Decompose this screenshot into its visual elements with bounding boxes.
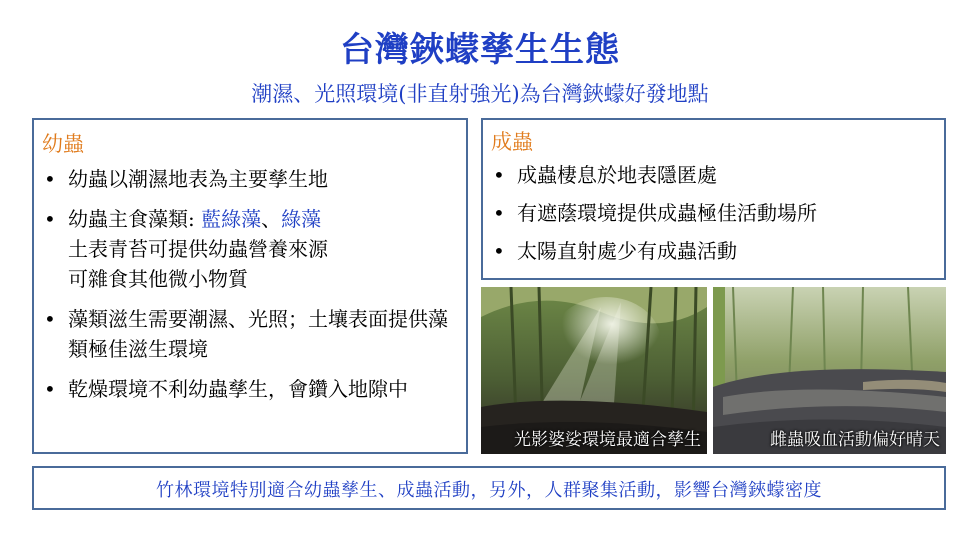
larva-bullet-3-text: 藻類滋生需要潮濕、光照；土壤表面提供藻類極佳滋生環境 [68,307,448,361]
bamboo-sunlight-photo [481,287,707,454]
adult-bullet-1 [491,160,939,190]
larva-alga-separator: 、 [261,207,282,231]
adult-bullet-3 [491,236,939,266]
page-subtitle: 潮濕、光照環境(非直射強光)為台灣鋏蠓好發地點 [251,82,709,106]
footer-text: 竹林環境特別適合幼蟲孳生、成蟲活動，另外，人群聚集活動，影響台灣鋏蠓密度 [156,480,822,501]
left-photo-caption: 光影婆娑環境最適合孳生 [514,430,701,450]
adult-bullet-3-text: 太陽直射處少有成蟲活動 [517,239,737,263]
larva-bullet-2-line2: 土表青苔可提供幼蟲營養來源 [68,237,328,261]
larva-heading: 幼蟲 [42,132,84,156]
footer-panel [32,466,946,510]
larva-bullet-2 [42,204,460,294]
larva-alga-green: 綠藻 [281,207,322,231]
adult-bullet-1-text: 成蟲棲息於地表隱匿處 [517,163,717,187]
larva-bullet-2-prefix: 幼蟲主食藻類: [68,207,202,231]
adult-bullet-list [491,160,939,266]
page-title: 台灣鋏蠓孳生生態 [340,30,620,70]
larva-panel [32,118,468,454]
adult-heading: 成蟲 [491,130,533,154]
adult-panel [481,118,946,280]
larva-bullet-1 [42,164,460,194]
larva-bullet-1-text: 幼蟲以潮濕地表為主要孳生地 [68,167,328,191]
adult-bullet-2 [491,198,939,228]
larva-bullet-list [42,164,460,414]
right-photo-caption: 雌蟲吸血活動偏好晴天 [770,430,940,450]
larva-bullet-2-line3: 可雜食其他微小物質 [68,267,248,291]
larva-alga-bluegreen: 藍綠藻 [201,207,262,231]
adult-bullet-2-text: 有遮蔭環境提供成蟲極佳活動場所 [517,201,817,225]
bamboo-field-photo [713,287,946,454]
larva-bullet-3 [42,304,460,364]
larva-bullet-4-text: 乾燥環境不利幼蟲孳生，會鑽入地隙中 [68,377,408,401]
larva-bullet-4 [42,374,460,404]
